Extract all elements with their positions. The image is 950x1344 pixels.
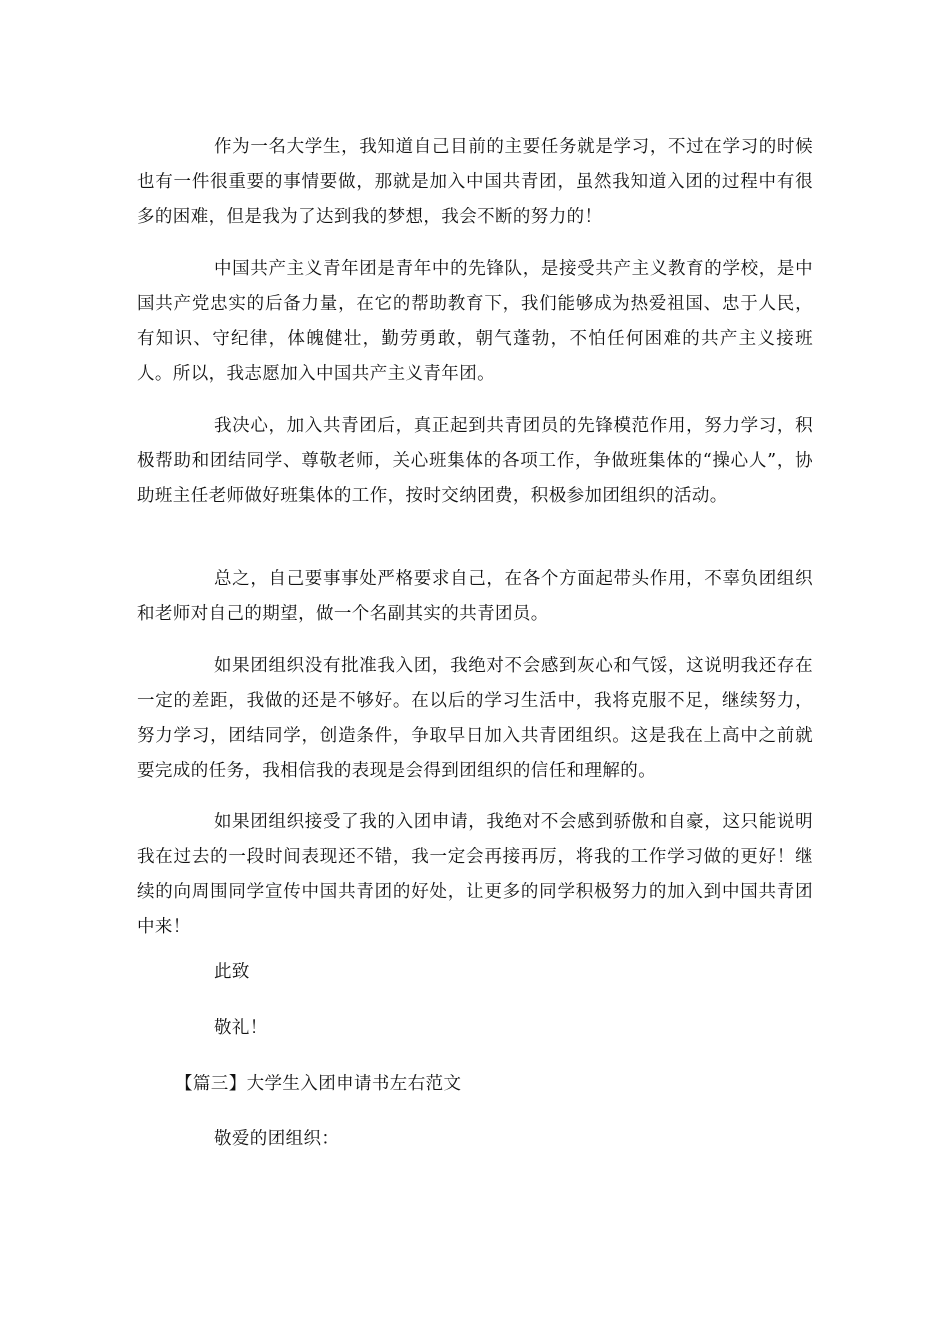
paragraph-6: 如果团组织接受了我的入团申请，我绝对不会感到骄傲和自豪，这只能说明我在过去的一段时间表现还不错，我一定会再接再厉，将我的工作学习做的更好！继续的向周围同学宣传中国共青团的好处，让更多的同学积极努力的加入到中国共青团中来！: [137, 812, 813, 937]
paragraph-4: 总之，自己要事事处严格要求自己，在各个方面起带头作用，不辜负团组织和老师对自己的期望，做一个名副其实的共青团员。: [137, 569, 813, 624]
paragraph-5: 如果团组织没有批准我入团，我绝对不会感到灰心和气馁，这说明我还存在一定的差距，我做的还是不够好。在以后的学习生活中，我将克服不足，继续努力，努力学习，团结同学，创造条件，争取早日加入共青团组织。这是我在上高中之前就要完成的任务，我相信我的表现是会得到团组织的信任和理解的。: [137, 656, 813, 781]
closing-salute: 敬礼！: [214, 1018, 268, 1038]
salutation: 敬爱的团组织：: [214, 1129, 340, 1149]
paragraph-2: 中国共产主义青年团是青年中的先锋队，是接受共产主义教育的学校，是中国共产党忠实的后备力量，在它的帮助教育下，我们能够成为热爱祖国、忠于人民，有知识、守纪律，体魄健壮，勤劳勇敢，朝气蓬勃，不怕任何困难的共产主义接班人。所以，我志愿加入中国共产主义青年团。: [137, 259, 813, 384]
paragraph-1: 作为一名大学生，我知道自己目前的主要任务就是学习，不过在学习的时候也有一件很重要的事情要做，那就是加入中国共青团，虽然我知道入团的过程中有很多的困难，但是我为了达到我的梦想，我会不断的努力的！: [137, 137, 813, 227]
closing-regards: 此致: [214, 962, 250, 982]
paragraph-3: 我决心，加入共青团后，真正起到共青团员的先锋模范作用，努力学习，积极帮助和团结同学、尊敬老师，关心班集体的各项工作，争做班集体的“操心人”，协助班主任老师做好班集体的工作，按时交纳团费，积极参加团组织的活动。: [137, 416, 813, 506]
section-heading: 【篇三】大学生入团申请书左右范文: [175, 1074, 462, 1094]
